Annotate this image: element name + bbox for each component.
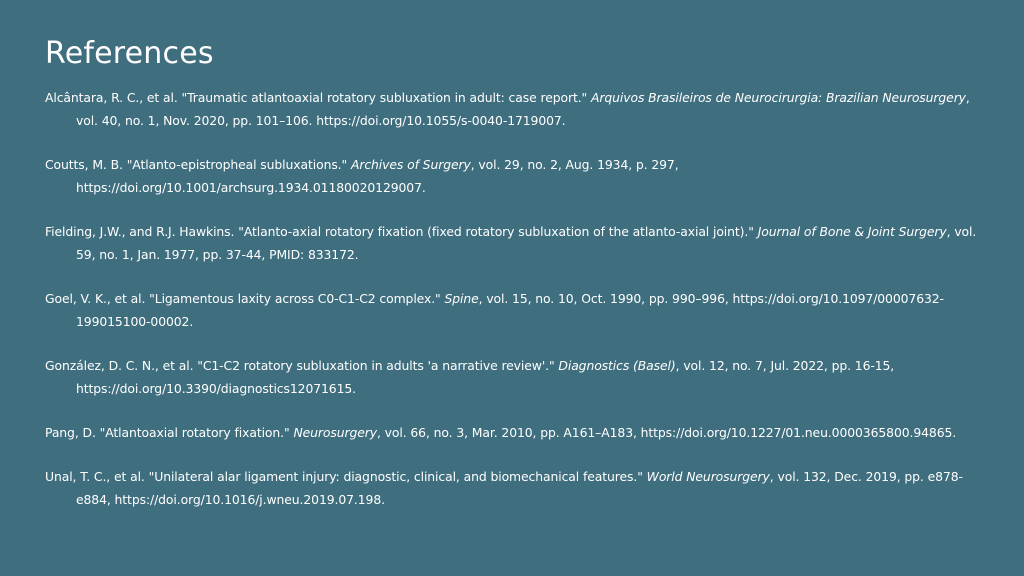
reference-item — [45, 421, 984, 444]
reference-title: "C1-C2 rotatory subluxation in adults 'a narrative review'." — [197, 358, 555, 373]
reference-authors: Alcântara, R. C., et al. — [45, 90, 178, 105]
reference-journal: World Neurosurgery — [646, 469, 770, 484]
reference-authors: González, D. C. N., et al. — [45, 358, 194, 373]
reference-title: "Atlantoaxial rotatory fixation." — [99, 425, 290, 440]
reference-details: , vol. 132, Dec. 2019, pp. e878-e884, https://doi.org/10.1016/j.wneu.2019.07.198. — [76, 469, 963, 507]
reference-item — [45, 153, 984, 199]
reference-journal: Archives of Surgery — [350, 157, 471, 172]
reference-title: "Atlanto-axial rotatory fixation (fixed rotatory subluxation of the atlanto-axial joint)." — [238, 224, 754, 239]
reference-item — [45, 220, 984, 266]
reference-details: , vol. 29, no. 2, Aug. 1934, p. 297, https://doi.org/10.1001/archsurg.1934.01180020129007. — [76, 157, 679, 195]
reference-journal: Spine — [444, 291, 479, 306]
reference-details: , vol. 66, no. 3, Mar. 2010, pp. A161–A183, https://doi.org/10.1227/01.neu.0000365800.94865. — [376, 425, 957, 440]
reference-journal: Arquivos Brasileiros de Neurocirurgia: Brazilian Neurosurgery — [591, 90, 966, 105]
reference-item — [45, 354, 984, 400]
reference-item — [45, 287, 984, 333]
reference-details: , vol. 12, no. 7, Jul. 2022, pp. 16-15, https://doi.org/10.3390/diagnostics12071615. — [76, 358, 895, 396]
page-title: References — [45, 36, 214, 71]
reference-details: , vol. 15, no. 10, Oct. 1990, pp. 990–996, https://doi.org/10.1097/00007632-199015100-00002. — [76, 291, 944, 329]
reference-journal: Journal of Bone & Joint Surgery — [757, 224, 947, 239]
reference-title: "Traumatic atlantoaxial rotatory subluxation in adult: case report." — [181, 90, 588, 105]
reference-authors: Coutts, M. B. — [45, 157, 123, 172]
reference-item — [45, 465, 984, 511]
reference-list — [45, 86, 984, 511]
reference-details: , vol. 40, no. 1, Nov. 2020, pp. 101–106. https://doi.org/10.1055/s-0040-1719007. — [76, 90, 970, 128]
reference-authors: Goel, V. K., et al. — [45, 291, 146, 306]
reference-authors: Unal, T. C., et al. — [45, 469, 145, 484]
reference-title: "Ligamentous laxity across C0-C1-C2 complex." — [149, 291, 441, 306]
reference-authors: Fielding, J.W., and R.J. Hawkins. — [45, 224, 235, 239]
reference-item — [45, 86, 984, 132]
reference-title: "Unilateral alar ligament injury: diagnostic, clinical, and biomechanical features." — [148, 469, 643, 484]
reference-title: "Atlanto-epistropheal subluxations." — [126, 157, 348, 172]
reference-authors: Pang, D. — [45, 425, 96, 440]
reference-journal: Neurosurgery — [293, 425, 377, 440]
reference-journal: Diagnostics (Basel) — [558, 358, 676, 373]
reference-details: , vol. 59, no. 1, Jan. 1977, pp. 37-44, PMID: 833172. — [76, 224, 977, 262]
